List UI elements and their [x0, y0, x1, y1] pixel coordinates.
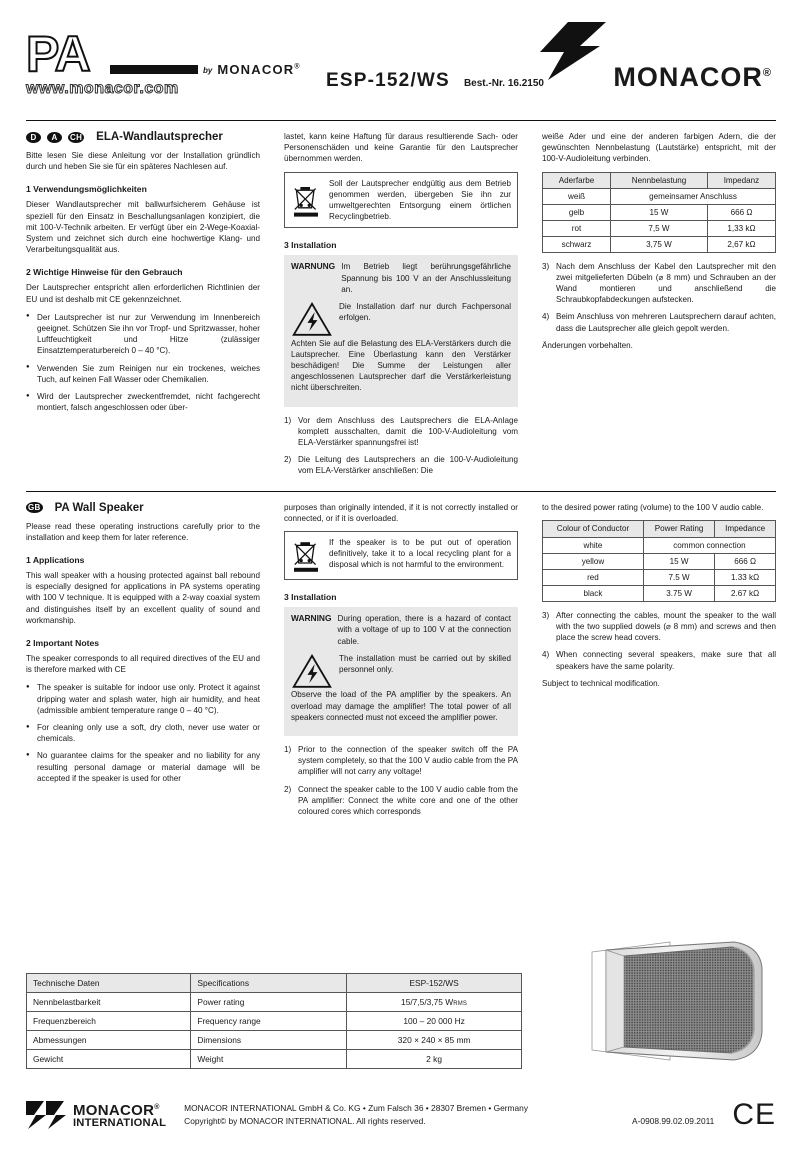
table-cell-colour: yellow — [543, 553, 644, 569]
table-cell-power: 15 W — [643, 553, 714, 569]
german-column-3 — [542, 131, 776, 483]
table-cell-colour: gelb — [543, 204, 611, 220]
high-voltage-warning-icon — [291, 653, 333, 690]
table-cell-colour: red — [543, 569, 644, 585]
german-heading-2: 2 Wichtige Hinweise für den Gebrauch — [26, 267, 183, 278]
monacor-logo — [526, 22, 776, 102]
spec-label-de: Nennbelastbarkeit — [27, 993, 191, 1012]
spec-label-en: Dimensions — [191, 1031, 347, 1050]
german-notes-continued: lastet, kann keine Haftung für daraus resultierende Sach- oder Personenschäden und keine Garantie für den Lautsprecher übernommen werden. — [284, 132, 518, 164]
spec-value: 15/7,5/3,75 WRMS — [347, 993, 522, 1012]
german-warning-line-1: Im Betrieb liegt berührungsgefährliche Spannung bis 100 V an der Anschlussleitung an. — [341, 262, 511, 294]
order-number: Best.-Nr. 16.2150 — [463, 78, 544, 89]
german-steps-list-2 — [542, 261, 776, 334]
table-cell-impedance: 1,33 kΩ — [707, 220, 775, 236]
footer-copyright: Copyright© by MONACOR INTERNATIONAL. All rights reserved. — [184, 1116, 426, 1126]
english-warning-label: WARNING — [291, 613, 332, 624]
table-row — [27, 993, 522, 1012]
pa-logo — [26, 28, 301, 98]
list-item: ● Wird der Lautsprecher zweckentfremdet, nicht fachgerecht montiert, falsch angeschlossen oder über- — [26, 391, 260, 413]
english-section — [26, 502, 776, 824]
german-intro: Bitte lesen Sie diese Anleitung vor der Installation gründlich durch und heben Sie sie für ein späteres Nachlesen auf. — [26, 151, 260, 172]
table-cell-colour: white — [543, 537, 644, 553]
english-applications-text: This wall speaker with a housing protected against ball rebound is especially designed for applications in PA systems operating with 100 V technique. It is equipped with a 2-way coaxial system and distinguishes itself by an excellent quality of sound and workmanship. — [26, 570, 260, 625]
english-recycling-note — [284, 531, 518, 580]
ce-mark-icon: CE — [732, 1098, 776, 1131]
spec-header-en: Specifications — [191, 974, 347, 993]
german-steps-list — [284, 415, 518, 477]
table-cell-impedance: 2,67 kΩ — [707, 236, 775, 252]
list-item: ● The speaker is suitable for indoor use only. Protect it against dripping water and splash water, high air humidity, and heat (admissible ambient temperature range 0 – 40 °C). — [26, 682, 260, 716]
table-header-cell: Impedanz — [707, 172, 775, 188]
language-divider — [26, 491, 776, 492]
footer-brand-line-2: INTERNATIONAL — [73, 1116, 167, 1129]
table-cell-common: gemeinsamer Anschluss — [611, 188, 776, 204]
table-header-cell: Power Rating — [643, 520, 714, 537]
footer-doc-code: A-0908.99.02.09.2011 — [632, 1116, 715, 1126]
english-recycling-text: If the speaker is to be put out of operation definitively, take it to a local recycling plant for a disposal which is not harmful to the environment. — [329, 537, 511, 570]
english-language-header — [26, 502, 260, 514]
flag-badge-gb: GB — [28, 503, 41, 513]
english-heading-2: 2 Important Notes — [26, 638, 100, 648]
table-row — [27, 1031, 522, 1050]
english-title: PA Wall Speaker — [54, 501, 144, 514]
list-item: Nach dem Anschluss der Kabel den Lautsprecher mit den zwei mitgelieferten Dübeln (⌀ 8 mm) und Schrauben an der Wand montieren und anschließend die Schraubkopfabdeckungen aufstecken. — [556, 261, 776, 305]
header-rule — [26, 120, 776, 121]
table-cell-colour: schwarz — [543, 236, 611, 252]
table-cell-power: 7,5 W — [611, 220, 708, 236]
pa-logo-byline — [110, 62, 301, 78]
table-header-cell: Impedance — [715, 520, 776, 537]
english-warning-line-2: The installation must be carried out by skilled personnel only. — [339, 653, 511, 674]
german-tail-note: Änderungen vorbehalten. — [542, 340, 633, 350]
list-item: Prior to the connection of the speaker switch off the PA system completely, so that the 100 V audio cable from the PA amplifier will not carry any voltage! — [298, 744, 518, 777]
german-column-1 — [26, 131, 260, 483]
english-warning-line-1: During operation, there is a hazard of contact with a voltage of up to 100 V at the connection cable. — [337, 614, 511, 646]
list-item: When connecting several speakers, make sure that all speakers have the same polarity. — [556, 650, 776, 671]
page-header — [26, 22, 776, 114]
flag-badge-d: D — [26, 132, 41, 143]
double-arrow-icon — [26, 1101, 68, 1129]
flag-badge-a: A — [47, 132, 62, 143]
english-warning-box — [284, 607, 518, 736]
pa-logo-by-label: by — [203, 66, 213, 75]
spec-label-de: Frequenzbereich — [27, 1012, 191, 1031]
list-item: ● For cleaning only use a soft, dry cloth, never use water or chemicals. — [26, 722, 260, 744]
table-header-row — [543, 520, 776, 537]
english-notes-text: The speaker corresponds to all required directives of the EU and is therefore marked with CE — [26, 654, 260, 675]
pa-logo-text: PA — [26, 26, 90, 82]
german-notes-list — [26, 312, 260, 414]
monacor-international-text — [73, 1101, 166, 1130]
table-cell-impedance: 1.33 kΩ — [715, 569, 776, 585]
table-cell-colour: rot — [543, 220, 611, 236]
pa-logo-bar — [110, 65, 198, 74]
monacor-international-logo — [26, 1101, 166, 1130]
list-item: ● Der Lautsprecher ist nur zur Verwendung im Innenbereich geeignet. Schützen Sie ihn vor Tropf- und Spritzwasser, hoher Luftfeuchtigkeit und Hitze (zulässiger Einsatztemperaturbereich 0 – 40 °C). — [26, 312, 260, 357]
german-recycling-note — [284, 172, 518, 229]
german-warning-after: Achten Sie auf die Belastung des ELA-Verstärkers durch die Lautsprecher. Eine Überlastung kann den Verstärker beschädigen! Die Summe der Leistungen aller angeschlossenen Lautsprecher darf die Verstärkerleistung nicht überschreiten. — [291, 338, 511, 393]
page-footer — [26, 1098, 776, 1132]
english-column-3 — [542, 502, 776, 824]
table-cell-power: 15 W — [611, 204, 708, 220]
table-row — [543, 553, 776, 569]
footer-address: MONACOR INTERNATIONAL GmbH & Co. KG • Zum Falsch 36 • 28307 Bremen • Germany — [184, 1103, 529, 1113]
english-conductor-table — [542, 520, 776, 602]
spec-label-de: Abmessungen — [27, 1031, 191, 1050]
footer-copyright-line — [184, 1115, 714, 1128]
list-item: Beim Anschluss von mehreren Lautsprechern darauf achten, dass die Lautsprecher alle gleich gepolt werden. — [556, 312, 776, 333]
english-column-2 — [284, 502, 518, 824]
spec-label-en: Weight — [191, 1050, 347, 1069]
english-warning-after: Observe the load of the PA amplifier by the speakers. An overload may damage the amplifier! The total power of all speakers connected must not exceed the amplifier power. — [291, 690, 511, 722]
table-row — [543, 537, 776, 553]
table-row — [543, 204, 776, 220]
table-row — [543, 585, 776, 601]
german-section — [26, 131, 776, 483]
table-header-cell: Aderfarbe — [543, 172, 611, 188]
flag-badge-ch: CH — [70, 132, 83, 142]
table-cell-power: 3,75 W — [611, 236, 708, 252]
table-row — [543, 569, 776, 585]
table-cell-colour: black — [543, 585, 644, 601]
english-column-1 — [26, 502, 260, 824]
spec-header-de: Technische Daten — [27, 974, 191, 993]
crossed-out-wheelie-bin-icon — [290, 178, 322, 223]
german-notes-text: Der Lautsprecher entspricht allen erforderlichen Richtlinien der EU und ist deshalb mit CE gekennzeichnet. — [26, 283, 260, 304]
english-tail-note: Subject to technical modification. — [542, 678, 660, 688]
german-title: ELA-Wandlautsprecher — [96, 131, 223, 143]
table-row — [543, 188, 776, 204]
german-conductor-table — [542, 172, 776, 253]
document-page — [0, 22, 802, 1156]
crossed-out-wheelie-bin-icon — [290, 537, 322, 574]
footer-address-line — [184, 1102, 714, 1115]
table-header-cell: Nennbelastung — [611, 172, 708, 188]
spec-value: 100 – 20 000 Hz — [347, 1012, 522, 1031]
footer-address-block — [178, 1102, 720, 1128]
spec-header-model: ESP-152/WS — [347, 974, 522, 993]
table-header-row — [27, 974, 522, 993]
german-column-2 — [284, 131, 518, 483]
table-cell-impedance: 2.67 kΩ — [715, 585, 776, 601]
table-row — [543, 236, 776, 252]
english-notes-list — [26, 682, 260, 784]
model-block — [326, 70, 544, 92]
specifications-table-wrap — [26, 973, 522, 1069]
table-cell-impedance: 666 Ω — [715, 553, 776, 569]
german-warning-label: WARNUNG — [291, 261, 336, 272]
table-cell-power: 3.75 W — [643, 585, 714, 601]
spec-label-en: Frequency range — [191, 1012, 347, 1031]
table-row — [27, 1012, 522, 1031]
german-warning-line-2: Die Installation darf nur durch Fachpersonal erfolgen. — [339, 302, 511, 323]
list-item: Connect the speaker cable to the 100 V audio cable from the PA amplifier: Connect the white core and one of the other coloured cores which corresponds — [298, 784, 518, 816]
table-row — [543, 220, 776, 236]
english-notes-continued: purposes than originally intended, if it is not correctly installed or connected, or if it is overloaded. — [284, 502, 518, 523]
german-applications-text: Dieser Wandlautsprecher mit ballwurfsicherem Gehäuse ist speziell für den Einsatz in Beschallungsanlagen konzipiert, die mit 100-V-Technik arbeiten. Er verfügt über ein 2-Wege-Koaxial-System und zeichnet sich durch eine hochwertige Klang- und Verarbeitungsqualität aus. — [26, 200, 260, 255]
english-step-2-continued: to the desired power rating (volume) to the 100 V audio cable. — [542, 502, 764, 512]
english-steps-list-2 — [542, 610, 776, 672]
german-heading-3: 3 Installation — [284, 240, 337, 251]
list-item: After connecting the cables, mount the speaker to the wall with the two supplied dowels (⌀ 8 mm) and screws and then place the screw head covers. — [556, 610, 776, 643]
spec-value: 2 kg — [347, 1050, 522, 1069]
german-step-2-continued: weiße Ader und eine der anderen farbigen Adern, die der gewünschten Nennbelastung (Lautstärke) entspricht, mit der 100-V-Audioleitung verbinden. — [542, 132, 776, 164]
monacor-wordmark: MONACOR® — [613, 62, 772, 92]
english-heading-3: 3 Installation — [284, 592, 337, 603]
pa-logo-brand: MONACOR® — [217, 62, 301, 77]
german-language-header — [26, 131, 260, 143]
table-cell-colour: weiß — [543, 188, 611, 204]
spec-label-de: Gewicht — [27, 1050, 191, 1069]
list-item: ● No guarantee claims for the speaker and no liability for any resulting personal damage or material damage will be accepted if the speaker is used for other — [26, 750, 260, 784]
table-cell-impedance: 666 Ω — [707, 204, 775, 220]
list-item: Vor dem Anschluss des Lautsprechers die ELA-Anlage komplett ausschalten, damit die 100-V-Audioleitung vom ELA-Verstärker spannungsfrei ist! — [298, 415, 518, 447]
high-voltage-warning-icon — [291, 301, 333, 338]
spec-value: 320 × 240 × 85 mm — [347, 1031, 522, 1050]
list-item: ● Verwenden Sie zum Reinigen nur ein trockenes, weiches Tuch, auf keinen Fall Wasser oder Chemikalien. — [26, 363, 260, 385]
speaker-product-image — [584, 938, 774, 1064]
table-header-row — [543, 172, 776, 188]
model-name: ESP-152/WS — [326, 70, 450, 91]
table-row — [27, 1050, 522, 1069]
specifications-table — [26, 973, 522, 1069]
english-intro: Please read these operating instructions carefully prior to the installation and keep them for later reference. — [26, 521, 260, 542]
spec-label-en: Power rating — [191, 993, 347, 1012]
lightning-bolt-icon — [528, 22, 606, 80]
german-recycling-text: Soll der Lautsprecher endgültig aus dem Betrieb genommen werden, übergeben Sie ihn zur umweltgerechten Entsorgung einem örtlichen Recyclingbetrieb. — [329, 178, 511, 222]
table-cell-power: 7.5 W — [643, 569, 714, 585]
table-header-cell: Colour of Conductor — [543, 520, 644, 537]
german-warning-box — [284, 255, 518, 406]
english-steps-list — [284, 744, 518, 817]
english-heading-1: 1 Applications — [26, 554, 85, 565]
website-url: www.monacor.com — [26, 80, 179, 97]
footer-brand-line-1: MONACOR® — [73, 1101, 160, 1119]
list-item: Die Leitung des Lautsprechers an die 100-V-Audioleitung vom ELA-Verstärker anschließen: Die — [298, 455, 518, 476]
table-cell-common: common connection — [643, 537, 775, 553]
german-heading-1: 1 Verwendungsmöglichkeiten — [26, 184, 147, 195]
